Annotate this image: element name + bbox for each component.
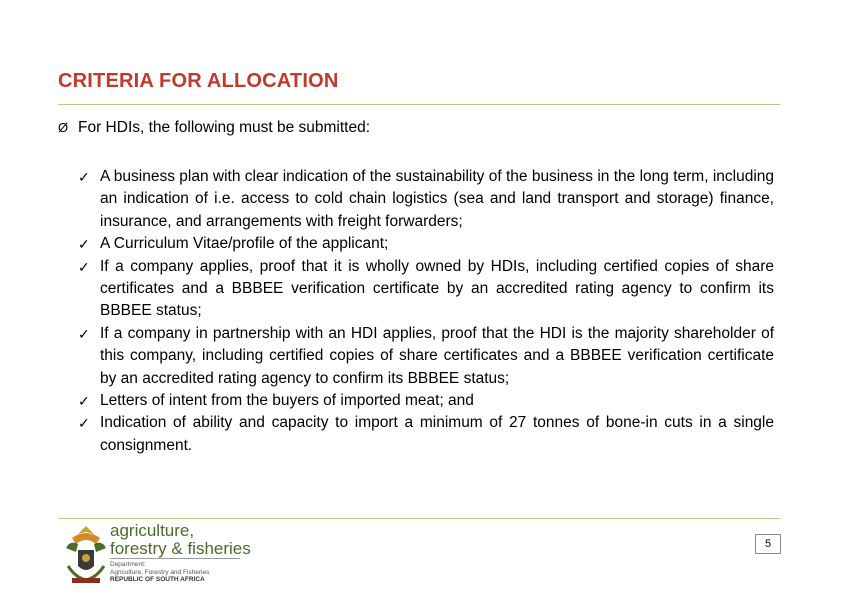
dept-label: Department:	[110, 561, 146, 568]
list-item	[78, 323, 774, 390]
list-item	[78, 390, 774, 412]
country-name: REPUBLIC OF SOUTH AFRICA	[110, 576, 205, 583]
checkmark-icon: ✓	[78, 325, 90, 342]
list-item-text: If a company in partnership with an HDI applies, proof that the HDI is the majority shareholder of this company, including certified copies of share certificates and a BBBEE verification certificate by an accredited rating agency to confirm its BBBEE status;	[100, 324, 774, 387]
list-item	[78, 233, 774, 255]
slide-title: CRITERIA FOR ALLOCATION	[58, 70, 339, 92]
brand-wordmark	[110, 522, 251, 558]
department-caption	[110, 558, 240, 584]
checkmark-icon: ✓	[78, 415, 90, 432]
coat-of-arms-icon	[56, 522, 116, 586]
page-number: 5	[755, 534, 781, 554]
intro-bullet	[58, 118, 778, 137]
criteria-list	[78, 166, 774, 457]
intro-text: For HDIs, the following must be submitted:	[78, 119, 371, 136]
brand-line-2: forestry & fisheries	[110, 539, 251, 558]
title-divider	[58, 104, 780, 105]
checkmark-icon: ✓	[78, 169, 90, 185]
list-item-text: Letters of intent from the buyers of imported meat; and	[100, 392, 474, 410]
list-item-text: A Curriculum Vitae/profile of the applicant;	[100, 235, 389, 253]
checkmark-icon: ✓	[78, 236, 90, 253]
footer-divider	[58, 518, 780, 519]
list-item-text: If a company applies, proof that it is wholly owned by HDIs, including certified copies of share certificates and a BBBEE verification certificate by an accredited rating agency to confirm its BBBEE status;	[100, 257, 774, 320]
checkmark-icon: ✓	[78, 258, 90, 275]
list-item-text: Indication of ability and capacity to import a minimum of 27 tonnes of bone-in cuts in a single consignment.	[100, 414, 774, 454]
list-item	[78, 166, 774, 233]
arrow-bullet-icon: Ø	[58, 120, 69, 135]
list-item	[78, 412, 774, 457]
checkmark-icon: ✓	[78, 393, 90, 410]
brand-line-1: agriculture,	[110, 521, 195, 540]
list-item-text: A business plan with clear indication of the sustainability of the business in the long term, including an indication of i.e. access to cold chain logistics (sea and land transport and storage) finance, insurance, and arrangements with freight forwarders;	[100, 168, 774, 230]
dept-name: Agriculture, Forestry and Fisheries	[110, 568, 210, 576]
list-item	[78, 256, 774, 323]
